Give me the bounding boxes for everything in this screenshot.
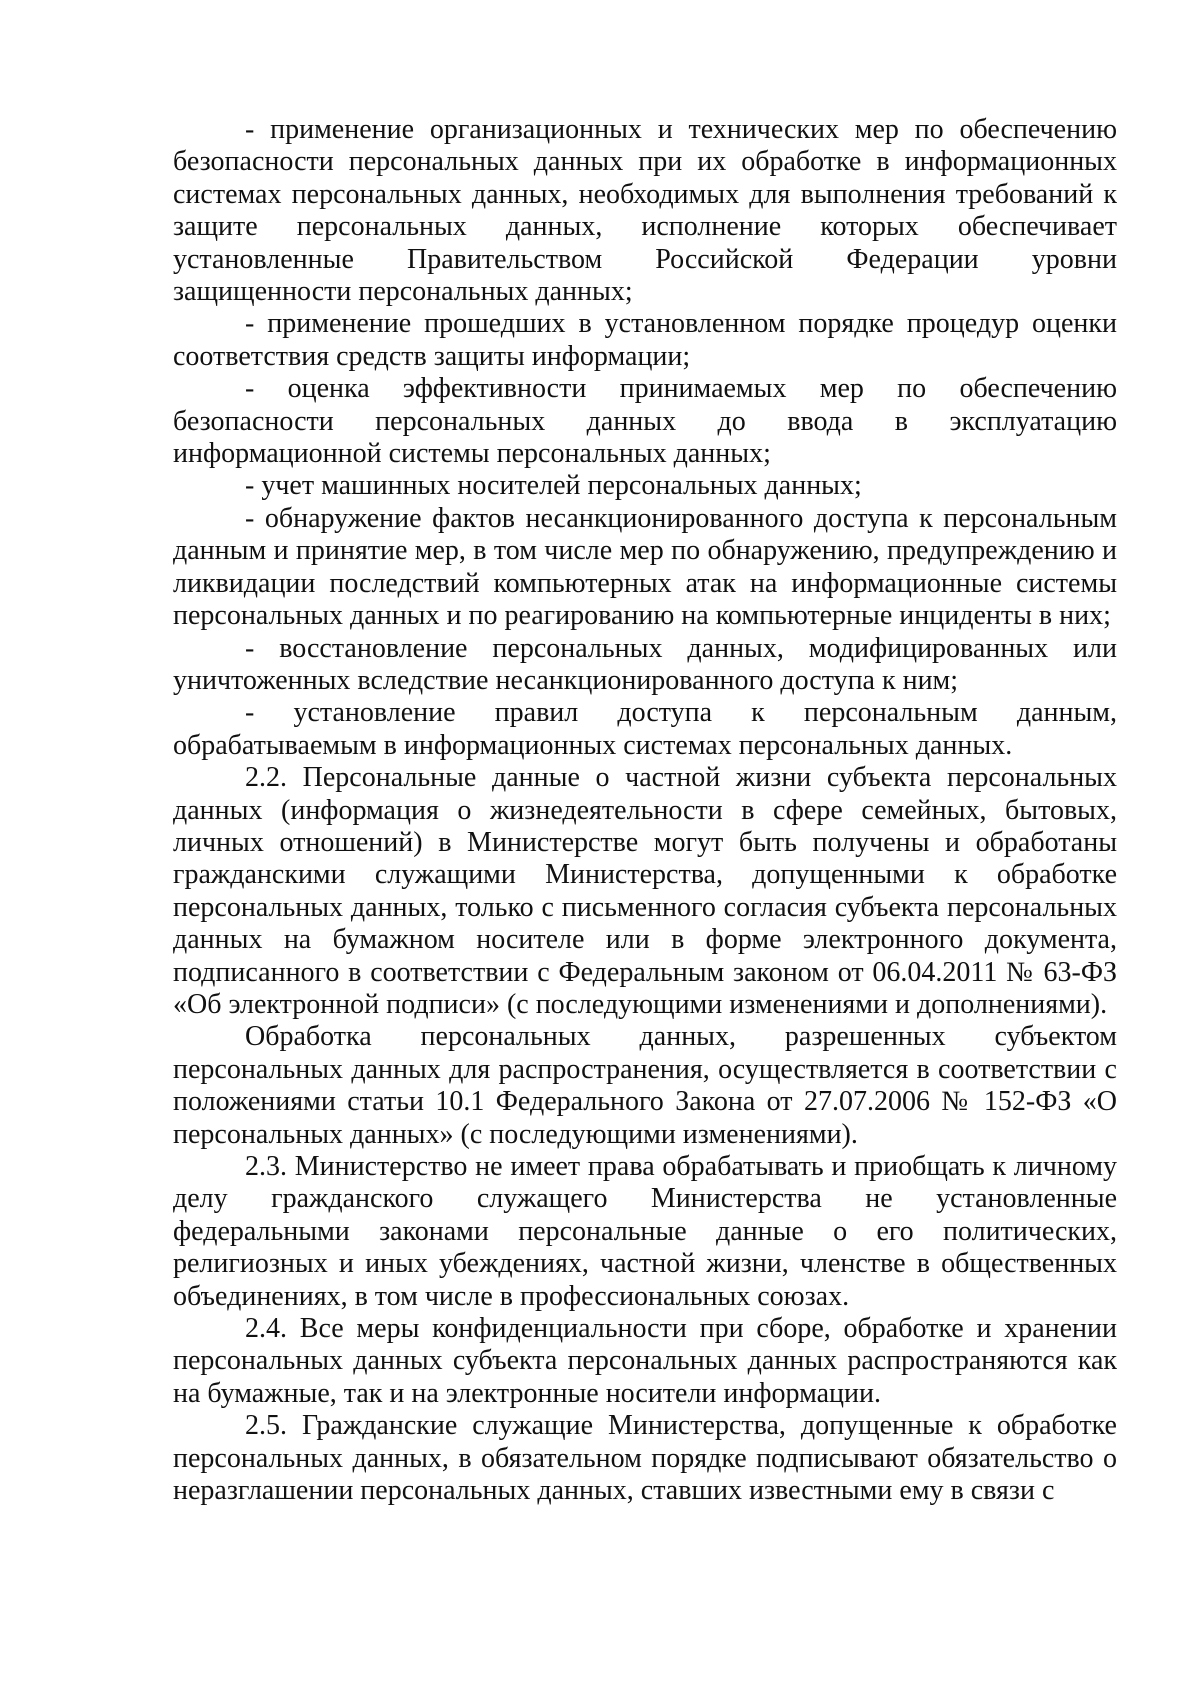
- document-body: [173, 114, 1117, 1507]
- paragraph-section-2-4: 2.4. Все меры конфиденциальности при сборе, обработке и хранении персональных данных субъекта персональных данных распространяются как на бумажные, так и на электронные носители информации.: [173, 1313, 1117, 1409]
- paragraph-data-restoration: - восстановление персональных данных, модифицированных или уничтоженных вследствие несанкционированного доступа к ним;: [173, 632, 1117, 696]
- paragraph-access-rules: - установление правил доступа к персональным данным, обрабатываемым в информационных системах персональных данных.: [173, 697, 1117, 761]
- paragraph-protection-measures: - применение организационных и технических мер по обеспечению безопасности персональных данных при их обработке в информационных системах персональных данных, необходимых для выполнения требований к защите персональных данных, исполнение которых обеспечивает установленные Правительством Российской Федерации уровни защищенности персональных данных;: [173, 114, 1117, 308]
- paragraph-section-2-5: 2.5. Гражданские служащие Министерства, допущенные к обработке персональных данных, в обязательном порядке подписывают обязательство о неразглашении персональных данных, ставших известными ему в связи с: [173, 1410, 1117, 1507]
- paragraph-section-2-3: 2.3. Министерство не имеет права обрабатывать и приобщать к личному делу гражданского служащего Министерства не установленные федеральными законами персональные данные о его политических, религиозных и иных убеждениях, частной жизни, членстве в общественных объединениях, в том числе в профессиональных союзах.: [173, 1151, 1117, 1312]
- paragraph-distribution-processing: Обработка персональных данных, разрешенных субъектом персональных данных для распространения, осуществляется в соответствии с положениями статьи 10.1 Федерального Закона от 27.07.2006 № 152-ФЗ «О персональных данных» (с последующими изменениями).: [173, 1021, 1117, 1150]
- paragraph-unauthorized-access-detection: - обнаружение фактов несанкционированного доступа к персональным данным и принятие мер, в том числе мер по обнаружению, предупреждению и ликвидации последствий компьютерных атак на информационные системы персональных данных и по реагированию на компьютерные инциденты в них;: [173, 502, 1117, 632]
- paragraph-conformity-assessment: - применение прошедших в установленном порядке процедур оценки соответствия средств защиты информации;: [173, 308, 1117, 372]
- paragraph-effectiveness-evaluation: - оценка эффективности принимаемых мер по обеспечению безопасности персональных данных до ввода в эксплуатацию информационной системы персональных данных;: [173, 373, 1117, 470]
- paragraph-media-accounting: - учет машинных носителей персональных данных;: [245, 470, 862, 502]
- paragraph-section-2-2: 2.2. Персональные данные о частной жизни субъекта персональных данных (информация о жизнедеятельности в сфере семейных, бытовых, личных отношений) в Министерстве могут быть получены и обработаны гражданскими служащими Министерства, допущенными к обработке персональных данных, только с письменного согласия субъекта персональных данных на бумажном носителе или в форме электронного документа, подписанного в соответствии с Федеральным законом от 06.04.2011 № 63-ФЗ «Об электронной подписи» (с последующими изменениями и дополнениями).: [173, 762, 1117, 1020]
